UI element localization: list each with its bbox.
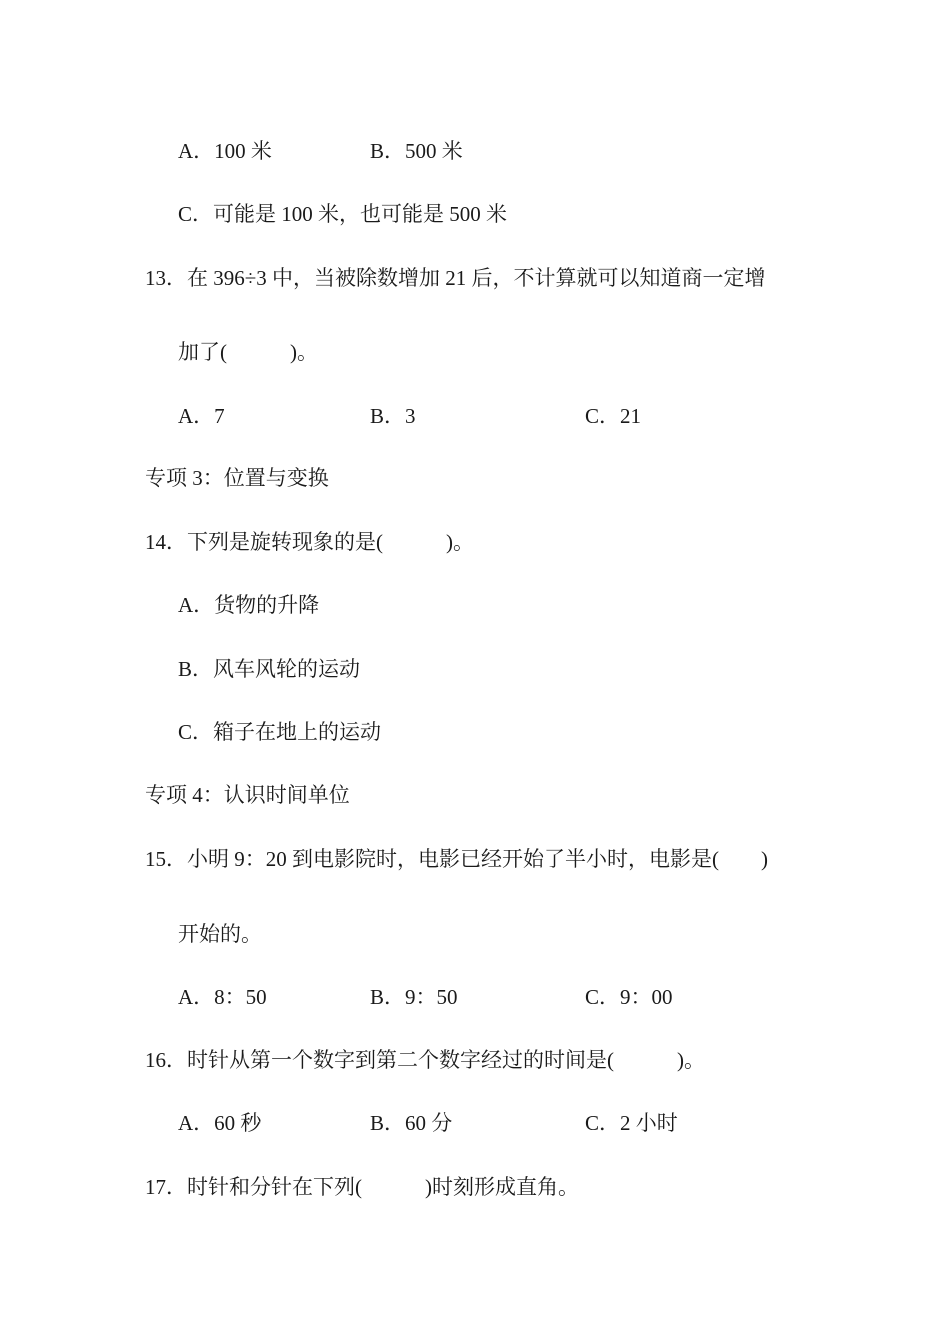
q15-option-a: A．8：50 (178, 985, 267, 1009)
q13-option-c: C．21 (585, 404, 642, 428)
q13-stem-line1: 13．在 396÷3 中，当被除数增加 21 后，不计算就可以知道商一定增 (145, 266, 766, 290)
q16-stem: 16．时针从第一个数字到第二个数字经过的时间是( )。 (145, 1048, 705, 1072)
q16-option-c: C．2 小时 (585, 1111, 678, 1135)
q15-stem-line1: 15．小明 9：20 到电影院时，电影已经开始了半小时，电影是( ) (145, 847, 768, 871)
q16-option-b: B．60 分 (370, 1111, 453, 1135)
section3-title: 专项 3：位置与变换 (145, 466, 329, 490)
q15-stem-line2: 开始的。 (178, 922, 262, 946)
q12-option-c: C．可能是 100 米，也可能是 500 米 (178, 202, 508, 226)
q15-option-b: B．9：50 (370, 985, 458, 1009)
q16-option-a: A．60 秒 (178, 1111, 262, 1135)
q13-stem-line2: 加了( )。 (178, 340, 318, 364)
q14-option-a: A．货物的升降 (178, 593, 320, 617)
q14-stem: 14．下列是旋转现象的是( )。 (145, 530, 474, 554)
q17-stem: 17．时针和分针在下列( )时刻形成直角。 (145, 1175, 579, 1199)
q12-option-b: B．500 米 (370, 139, 463, 163)
q14-option-b: B．风车风轮的运动 (178, 657, 361, 681)
q15-option-c: C．9：00 (585, 985, 673, 1009)
q13-option-a: A．7 (178, 404, 225, 428)
q14-option-c: C．箱子在地上的运动 (178, 720, 382, 744)
q12-option-a: A．100 米 (178, 139, 272, 163)
q13-option-b: B．3 (370, 404, 416, 428)
section4-title: 专项 4：认识时间单位 (145, 783, 350, 807)
